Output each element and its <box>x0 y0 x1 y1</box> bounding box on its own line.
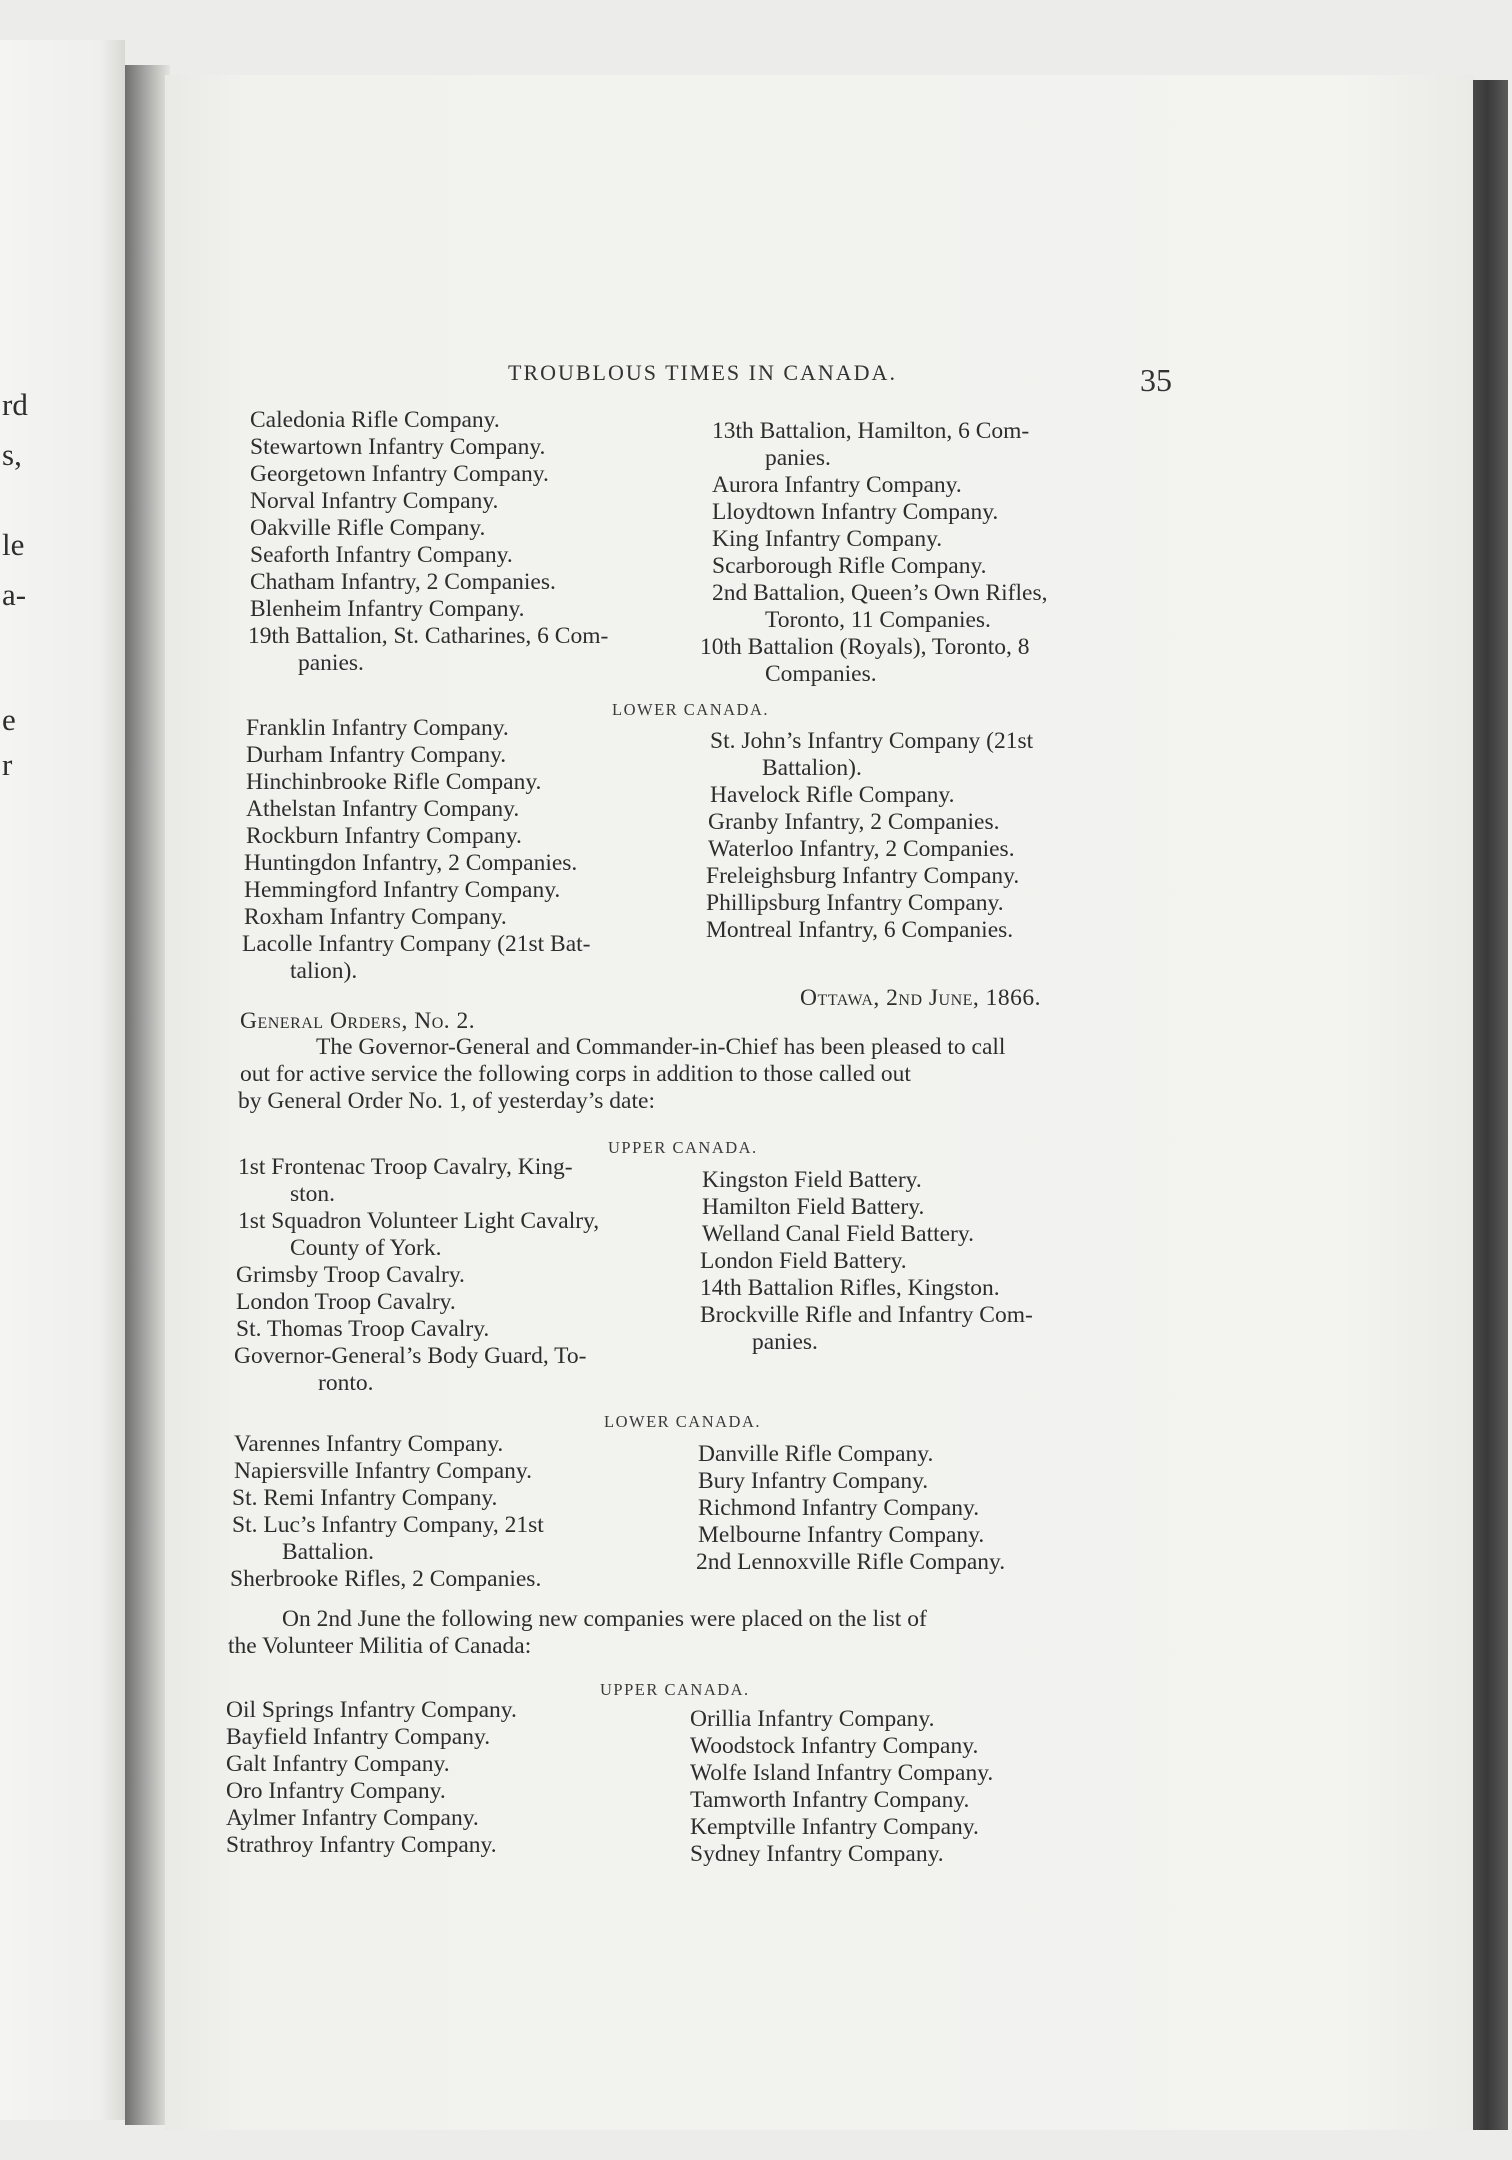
paragraph-line: by General Order No. 1, of yesterday’s date: <box>238 1088 655 1114</box>
prev-page-fragment: a- <box>2 577 27 612</box>
list-item: Scarborough Rifle Company. <box>712 553 987 579</box>
list-item: St. Luc’s Infantry Company, 21st <box>232 1512 544 1538</box>
section-heading: UPPER CANADA. <box>608 1138 758 1157</box>
previous-page-edge <box>0 40 125 2120</box>
list-item: Varennes Infantry Company. <box>234 1431 504 1457</box>
prev-page-fragment: e <box>2 702 16 737</box>
list-item: Melbourne Infantry Company. <box>698 1522 985 1548</box>
paragraph-line: out for active service the following corps in addition to those called out <box>240 1061 911 1087</box>
list-item: Granby Infantry, 2 Companies. <box>708 809 1000 835</box>
list-item: Lloydtown Infantry Company. <box>712 499 999 525</box>
list-item: Danville Rifle Company. <box>698 1441 934 1467</box>
list-item: Grimsby Troop Cavalry. <box>236 1262 465 1288</box>
list-item: Montreal Infantry, 6 Companies. <box>706 917 1014 943</box>
paragraph-line: the Volunteer Militia of Canada: <box>228 1633 532 1659</box>
list-item: talion). <box>290 958 358 984</box>
list-item: panies. <box>298 650 364 676</box>
list-item: Battalion. <box>282 1539 375 1565</box>
list-item: 13th Battalion, Hamilton, 6 Com- <box>712 418 1030 444</box>
list-item: ston. <box>290 1181 336 1207</box>
paragraph-line: On 2nd June the following new companies were placed on the list of <box>282 1606 927 1632</box>
list-item: Norval Infantry Company. <box>250 488 499 514</box>
list-item: Seaforth Infantry Company. <box>250 542 513 568</box>
list-item: Tamworth Infantry Company. <box>690 1787 970 1813</box>
list-item: panies. <box>765 445 831 471</box>
list-item: 2nd Lennoxville Rifle Company. <box>696 1549 1006 1575</box>
list-item: Rockburn Infantry Company. <box>246 823 522 849</box>
list-item: Wolfe Island Infantry Company. <box>690 1760 994 1786</box>
list-item: Oakville Rifle Company. <box>250 515 486 541</box>
list-item: 1st Squadron Volunteer Light Cavalry, <box>238 1208 600 1234</box>
list-item: St. John’s Infantry Company (21st <box>710 728 1034 754</box>
list-item: London Troop Cavalry. <box>236 1289 456 1315</box>
list-item: Chatham Infantry, 2 Companies. <box>250 569 556 595</box>
list-item: Franklin Infantry Company. <box>246 715 509 741</box>
list-item: Georgetown Infantry Company. <box>250 461 549 487</box>
section-heading: UPPER CANADA. <box>600 1680 750 1699</box>
book-gutter <box>125 65 170 2125</box>
list-item: Caledonia Rifle Company. <box>250 407 500 433</box>
list-item: Lacolle Infantry Company (21st Bat- <box>242 931 591 957</box>
paragraph-line: The Governor-General and Commander-in-Chief has been pleased to call <box>316 1034 1006 1060</box>
list-item: Blenheim Infantry Company. <box>250 596 525 622</box>
prev-page-fragment: s, <box>2 437 22 472</box>
list-item: Roxham Infantry Company. <box>244 904 507 930</box>
list-item: Bayfield Infantry Company. <box>226 1724 491 1750</box>
list-item: Havelock Rifle Company. <box>710 782 955 808</box>
list-item: Stewartown Infantry Company. <box>250 434 546 460</box>
list-item: ronto. <box>318 1370 374 1396</box>
list-item: 14th Battalion Rifles, Kingston. <box>700 1275 1000 1301</box>
list-item: 19th Battalion, St. Catharines, 6 Com- <box>248 623 609 649</box>
list-item: Galt Infantry Company. <box>226 1751 450 1777</box>
list-item: St. Thomas Troop Cavalry. <box>236 1316 490 1342</box>
list-item: Kemptville Infantry Company. <box>690 1814 979 1840</box>
list-item: St. Remi Infantry Company. <box>232 1485 498 1511</box>
list-item: Freleighsburg Infantry Company. <box>706 863 1020 889</box>
list-item: Oro Infantry Company. <box>226 1778 446 1804</box>
order-title: General Orders, No. 2. <box>240 1008 476 1034</box>
list-item: Sherbrooke Rifles, 2 Companies. <box>230 1566 542 1592</box>
list-item: 2nd Battalion, Queen’s Own Rifles, <box>712 580 1048 606</box>
list-item: Waterloo Infantry, 2 Companies. <box>708 836 1015 862</box>
page-edge <box>1473 80 1508 2130</box>
list-item: Aylmer Infantry Company. <box>226 1805 479 1831</box>
list-item: Huntingdon Infantry, 2 Companies. <box>244 850 578 876</box>
prev-page-fragment: rd <box>2 387 28 422</box>
list-item: London Field Battery. <box>700 1248 907 1274</box>
list-item: panies. <box>752 1329 818 1355</box>
list-item: Bury Infantry Company. <box>698 1468 929 1494</box>
dateline: Ottawa, 2nd June, 1866. <box>800 985 1042 1011</box>
list-item: County of York. <box>290 1235 442 1261</box>
list-item: Hinchinbrooke Rifle Company. <box>246 769 542 795</box>
list-item: Woodstock Infantry Company. <box>690 1733 979 1759</box>
list-item: Athelstan Infantry Company. <box>246 796 520 822</box>
list-item: Orillia Infantry Company. <box>690 1706 935 1732</box>
list-item: 1st Frontenac Troop Cavalry, King- <box>238 1154 573 1180</box>
prev-page-fragment: le <box>2 527 25 562</box>
list-item: Durham Infantry Company. <box>246 742 507 768</box>
list-item: Companies. <box>765 661 877 687</box>
section-heading: LOWER CANADA. <box>612 700 769 719</box>
list-item: Welland Canal Field Battery. <box>702 1221 974 1247</box>
running-title: TROUBLOUS TIMES IN CANADA. <box>508 360 897 385</box>
list-item: Strathroy Infantry Company. <box>226 1832 497 1858</box>
list-item: Governor-General’s Body Guard, To- <box>234 1343 587 1369</box>
list-item: Hemmingford Infantry Company. <box>244 877 561 903</box>
list-item: King Infantry Company. <box>712 526 943 552</box>
list-item: Napiersville Infantry Company. <box>234 1458 533 1484</box>
list-item: Phillipsburg Infantry Company. <box>706 890 1004 916</box>
list-item: Oil Springs Infantry Company. <box>226 1697 517 1723</box>
list-item: Sydney Infantry Company. <box>690 1841 944 1867</box>
list-item: 10th Battalion (Royals), Toronto, 8 <box>700 634 1030 660</box>
list-item: Toronto, 11 Companies. <box>765 607 991 633</box>
section-heading: LOWER CANADA. <box>604 1412 761 1431</box>
list-item: Richmond Infantry Company. <box>698 1495 980 1521</box>
list-item: Brockville Rifle and Infantry Com- <box>700 1302 1033 1328</box>
list-item: Aurora Infantry Company. <box>712 472 962 498</box>
list-item: Kingston Field Battery. <box>702 1167 922 1193</box>
page-number: 35 <box>1140 362 1172 398</box>
prev-page-fragment: r <box>2 747 13 782</box>
list-item: Battalion). <box>762 755 862 781</box>
list-item: Hamilton Field Battery. <box>702 1194 925 1220</box>
